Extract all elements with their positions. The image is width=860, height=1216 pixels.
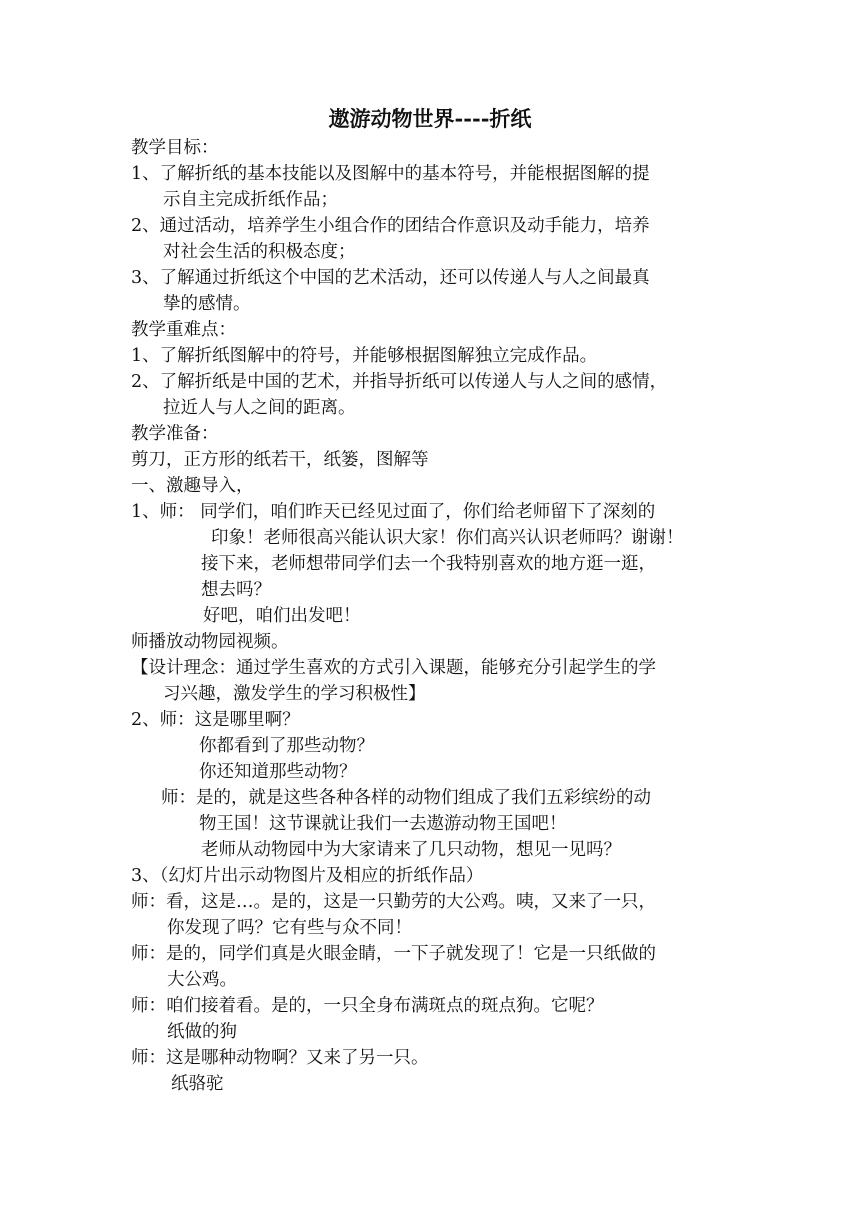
key-point-item-2: 2、了解折纸是中国的艺术，并指导折纸可以传递人与人之间的感情，: [131, 372, 668, 392]
dialogue-line: 大公鸡。: [167, 970, 237, 990]
dialogue-line: 物王国！这节课就让我们一去遨游动物王国吧！: [199, 814, 567, 834]
dialogue-line: 纸骆驼: [171, 1074, 224, 1094]
objective-item-2: 2、通过活动，培养学生小组合作的团结合作意识及动手能力，培养: [131, 216, 650, 236]
dialogue-line: 师：咱们接着看。是的，一只全身布满斑点的斑点狗。它呢？: [131, 996, 604, 1016]
dialogue-line: 1、师： 同学们，咱们昨天已经见过面了，你们给老师留下了深刻的: [131, 502, 656, 522]
dialogue-line: 印象！老师很高兴能认识大家！你们高兴认识老师吗？谢谢！: [211, 528, 684, 548]
dialogue-line: 想去吗？: [201, 580, 271, 600]
dialogue-line: 纸做的狗: [167, 1022, 237, 1042]
objective-item-3: 3、了解通过折纸这个中国的艺术活动，还可以传递人与人之间最真: [131, 268, 650, 288]
dialogue-line: 师：看，这是…。是的，这是一只勤劳的大公鸡。咦，又来了一只，: [131, 892, 656, 912]
dialogue-line: 2、师：这是哪里啊？: [131, 710, 300, 730]
document-title: 遨游动物世界----折纸: [328, 106, 532, 131]
activity-step-3: 3、（幻灯片出示动物图片及相应的折纸作品）: [131, 866, 484, 886]
section-heading-intro: 一、激趣导入，: [131, 476, 254, 496]
objective-item-2-cont: 对社会生活的积极态度；: [163, 242, 356, 262]
dialogue-line: 师：是的，同学们真是火眼金睛，一下子就发现了！它是一只纸做的: [131, 944, 656, 964]
design-concept-cont: 习兴趣，激发学生的学习积极性】: [163, 684, 426, 704]
design-concept: 【设计理念：通过学生喜欢的方式引入课题，能够充分引起学生的学: [131, 658, 656, 678]
dialogue-line: 师：是的，就是这些各种各样的动物们组成了我们五彩缤纷的动: [161, 788, 651, 808]
objective-item-3-cont: 挚的感情。: [163, 294, 251, 314]
dialogue-line: 你发现了吗？它有些与众不同！: [167, 918, 412, 938]
dialogue-line: 好吧，咱们出发吧！: [203, 606, 361, 626]
section-heading-objectives: 教学目标：: [131, 138, 219, 158]
dialogue-line: 接下来，老师想带同学们去一个我特别喜欢的地方逛一逛，: [201, 554, 656, 574]
key-point-item-2-cont: 拉近人与人之间的距离。: [163, 398, 356, 418]
teacher-note: 师播放动物园视频。: [131, 632, 289, 652]
dialogue-line: 师：这是哪种动物啊？又来了另一只。: [131, 1048, 429, 1068]
dialogue-line: 老师从动物园中为大家请来了几只动物，想见一见吗？: [201, 840, 621, 860]
objective-item-1: 1、了解折纸的基本技能以及图解中的基本符号，并能根据图解的提: [131, 164, 650, 184]
dialogue-line: 你还知道那些动物？: [199, 762, 357, 782]
preparation-text: 剪刀，正方形的纸若干，纸篓，图解等: [131, 450, 429, 470]
document-body: [131, 135, 731, 1097]
key-point-item-1: 1、了解折纸图解中的符号，并能够根据图解独立完成作品。: [131, 346, 598, 366]
section-heading-key-points: 教学重难点：: [131, 320, 236, 340]
objective-item-1-cont: 示自主完成折纸作品；: [163, 190, 338, 210]
section-heading-preparation: 教学准备：: [131, 424, 219, 444]
dialogue-line: 你都看到了那些动物？: [199, 736, 374, 756]
